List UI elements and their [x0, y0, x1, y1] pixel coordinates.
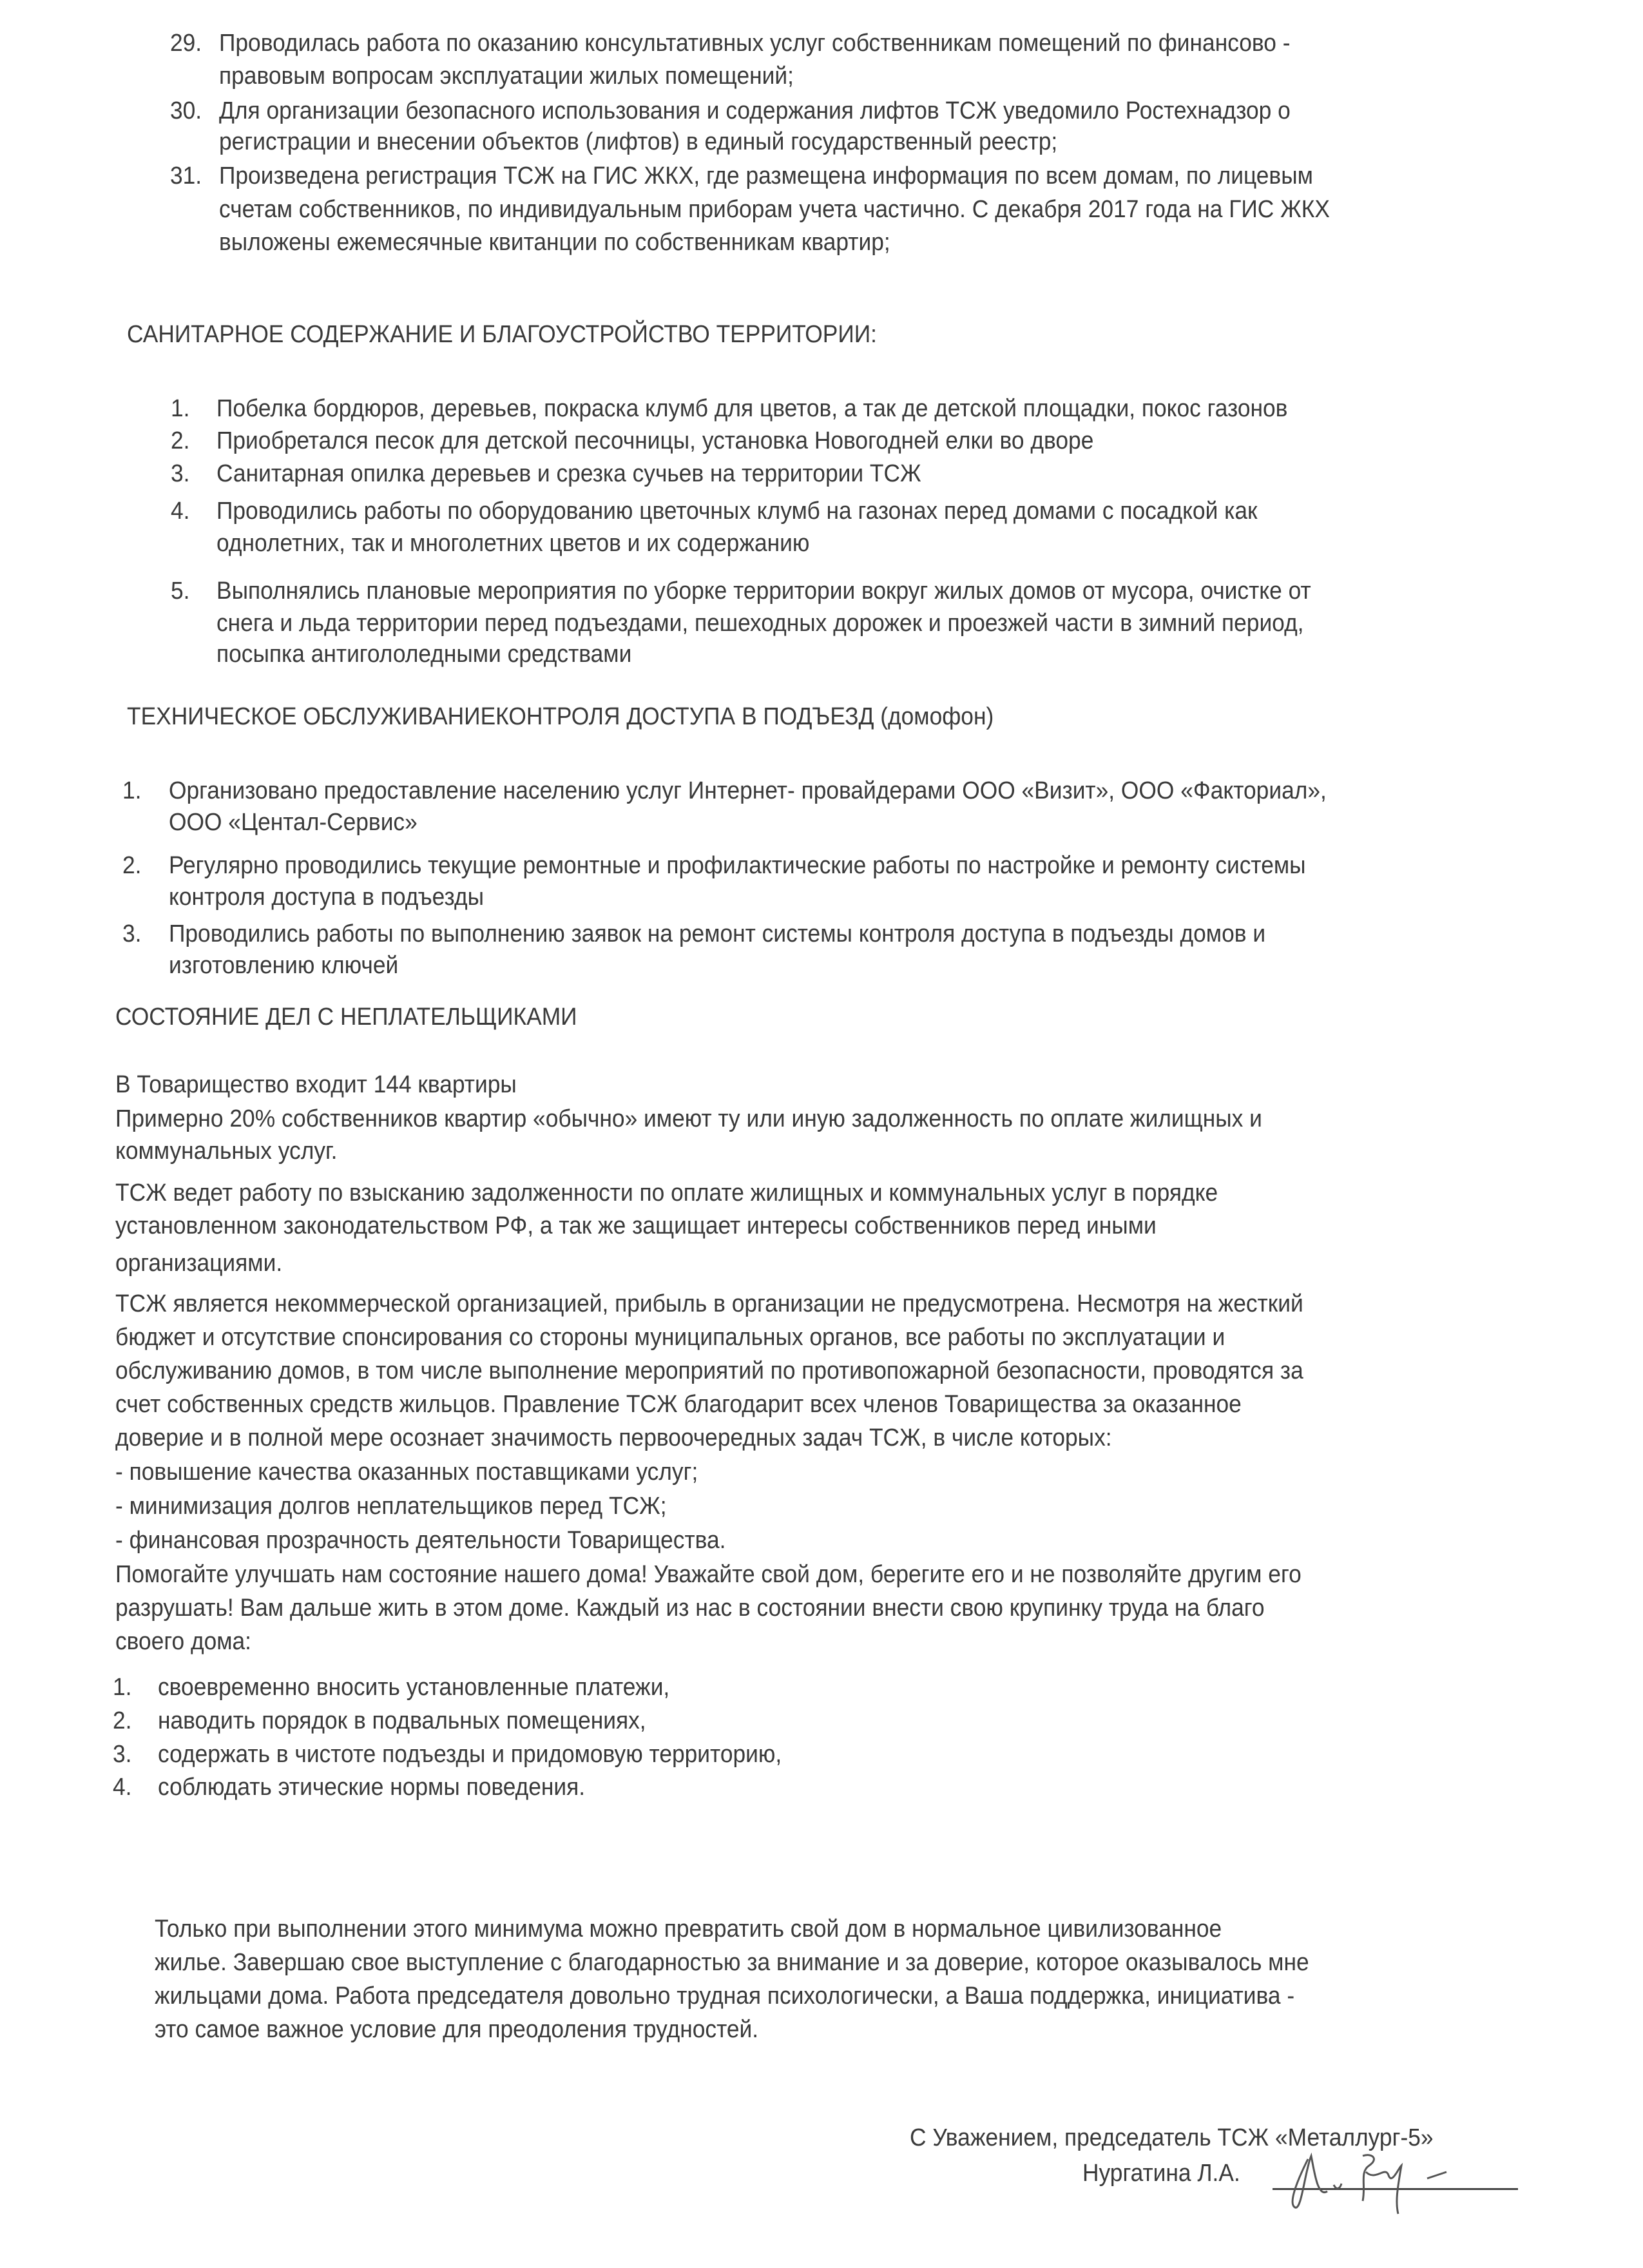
- item-text: содержать в чистоте подъезды и придомовую территорию,: [158, 1741, 782, 1768]
- item-text: снега и льда территории перед подъездами, пешеходных дорожек и проезжей части в зимний период,: [216, 610, 1304, 637]
- item-number: 4.: [171, 498, 190, 525]
- item-number: 1.: [122, 777, 142, 804]
- item-number: 5.: [171, 577, 190, 605]
- paragraph-line: установленном законодательством РФ, а так же защищает интересы собственников перед иными: [115, 1212, 1157, 1239]
- item-text: Произведена регистрация ТСЖ на ГИС ЖКХ, где размещена информация по всем домам, по лицевым: [219, 162, 1313, 189]
- paragraph-line: жильцами дома. Работа председателя довольно трудная психологически, а Ваша поддержка, инициатива -: [155, 1982, 1295, 2010]
- item-number: 3.: [113, 1741, 132, 1768]
- item-text: Побелка бордюров, деревьев, покраска клумб для цветов, а так де детской площадки, покос газонов: [216, 395, 1288, 422]
- item-text: выложены ежемесячные квитанции по собственникам квартир;: [219, 229, 890, 256]
- paragraph-line: - минимизация долгов неплательщиков перед ТСЖ;: [115, 1493, 667, 1520]
- item-number: 1.: [171, 395, 190, 422]
- item-text: наводить порядок в подвальных помещениях,: [158, 1707, 646, 1734]
- item-text: изготовлению ключей: [169, 952, 399, 979]
- item-text: Проводились работы по оборудованию цветочных клумб на газонах перед домами с посадкой как: [216, 498, 1258, 525]
- item-text: Организовано предоставление населению услуг Интернет- провайдерами ООО «Визит», ООО «Факториал»,: [169, 777, 1327, 804]
- item-text: однолетних, так и многолетних цветов и их содержанию: [216, 530, 810, 557]
- item-text: Приобретался песок для детской песочницы, установка Новогодней елки во дворе: [216, 427, 1094, 454]
- signature-regards: С Уважением, председатель ТСЖ «Металлург-5»: [910, 2124, 1434, 2151]
- paragraph-line: В Товарищество входит 144 квартиры: [115, 1071, 517, 1098]
- item-text: посыпка антигололедными средствами: [216, 641, 632, 668]
- paragraph-line: организациями.: [115, 1250, 283, 1277]
- handwritten-signature: [1282, 2146, 1514, 2217]
- item-text: Для организации безопасного использования и содержания лифтов ТСЖ уведомило Ростехнадзор о: [219, 97, 1291, 124]
- item-text: Проводилась работа по оказанию консультативных услуг собственникам помещений по финансово -: [219, 30, 1291, 57]
- item-text: ООО «Центал-Сервис»: [169, 809, 418, 836]
- section-heading-technical: ТЕХНИЧЕСКОЕ ОБСЛУЖИВАНИЕКОНТРОЛЯ ДОСТУПА В ПОДЪЕЗД (домофон): [127, 703, 994, 730]
- item-text: Санитарная опилка деревьев и срезка сучьев на территории ТСЖ: [216, 460, 921, 487]
- item-text: правовым вопросам эксплуатации жилых помещений;: [219, 63, 794, 90]
- item-text: своевременно вносить установленные платежи,: [158, 1674, 670, 1701]
- paragraph-line: счет собственных средств жильцов. Правление ТСЖ благодарит всех членов Товарищества за оказанное: [115, 1391, 1242, 1418]
- paragraph-line: Помогайте улучшать нам состояние нашего дома! Уважайте свой дом, берегите его и не позволяйте другим его: [115, 1561, 1302, 1588]
- section-heading-debtors: СОСТОЯНИЕ ДЕЛ С НЕПЛАТЕЛЬЩИКАМИ: [115, 1003, 577, 1031]
- item-number: 2.: [122, 852, 142, 879]
- paragraph-line: - финансовая прозрачность деятельности Товарищества.: [115, 1527, 726, 1554]
- paragraph-line: своего дома:: [115, 1628, 251, 1655]
- item-text: счетам собственников, по индивидуальным приборам учета частично. С декабря 2017 года на ГИС ЖКХ: [219, 196, 1330, 223]
- item-text: регистрации и внесении объектов (лифтов) в единый государственный реестр;: [219, 128, 1058, 155]
- item-number: 3.: [171, 460, 190, 487]
- section-heading-sanitary: САНИТАРНОЕ СОДЕРЖАНИЕ И БЛАГОУСТРОЙСТВО ТЕРРИТОРИИ:: [127, 321, 877, 348]
- item-number: 29.: [170, 30, 202, 57]
- paragraph-line: ТСЖ является некоммерческой организацией, прибыль в организации не предусмотрена. Несмотря на жесткий: [115, 1290, 1303, 1317]
- item-number: 3.: [122, 920, 142, 947]
- item-text: Выполнялись плановые мероприятия по уборке территории вокруг жилых домов от мусора, очистке от: [216, 577, 1311, 605]
- item-text: соблюдать этические нормы поведения.: [158, 1774, 586, 1801]
- item-number: 1.: [113, 1674, 132, 1701]
- paragraph-line: это самое важное условие для преодоления трудностей.: [155, 2016, 759, 2043]
- item-number: 4.: [113, 1774, 132, 1801]
- paragraph-line: жилье. Завершаю свое выступление с благодарностью за внимание и за доверие, которое оказывалось мне: [155, 1949, 1309, 1976]
- paragraph-line: коммунальных услуг.: [115, 1138, 338, 1165]
- paragraph-line: Примерно 20% собственников квартир «обычно» имеют ту или иную задолженность по оплате жилищных и: [115, 1105, 1262, 1132]
- item-number: 2.: [171, 427, 190, 454]
- paragraph-line: ТСЖ ведет работу по взысканию задолженности по оплате жилищных и коммунальных услуг в порядке: [115, 1179, 1218, 1207]
- item-text: Регулярно проводились текущие ремонтные и профилактические работы по настройке и ремонту системы: [169, 852, 1306, 879]
- paragraph-line: обслуживанию домов, в том числе выполнение мероприятий по противопожарной безопасности, проводятся за: [115, 1357, 1303, 1384]
- item-text: Проводились работы по выполнению заявок на ремонт системы контроля доступа в подъезды домов и: [169, 920, 1266, 947]
- paragraph-line: Только при выполнении этого минимума можно превратить свой дом в нормальное цивилизованное: [155, 1915, 1222, 1943]
- signature-name: Нургатина Л.А.: [1082, 2160, 1240, 2187]
- item-number: 2.: [113, 1707, 132, 1734]
- paragraph-line: бюджет и отсутствие спонсирования со стороны муниципальных органов, все работы по эксплуатации и: [115, 1324, 1225, 1351]
- paragraph-line: - повышение качества оказанных поставщиками услуг;: [115, 1459, 698, 1486]
- item-number: 30.: [170, 97, 202, 124]
- item-text: контроля доступа в подъезды: [169, 884, 485, 911]
- paragraph-line: разрушать! Вам дальше жить в этом доме. Каждый из нас в состоянии внести свою крупинку труда на благо: [115, 1594, 1265, 1622]
- paragraph-line: доверие и в полной мере осознает значимость первоочередных задач ТСЖ, в числе которых:: [115, 1424, 1112, 1451]
- item-number: 31.: [170, 162, 202, 189]
